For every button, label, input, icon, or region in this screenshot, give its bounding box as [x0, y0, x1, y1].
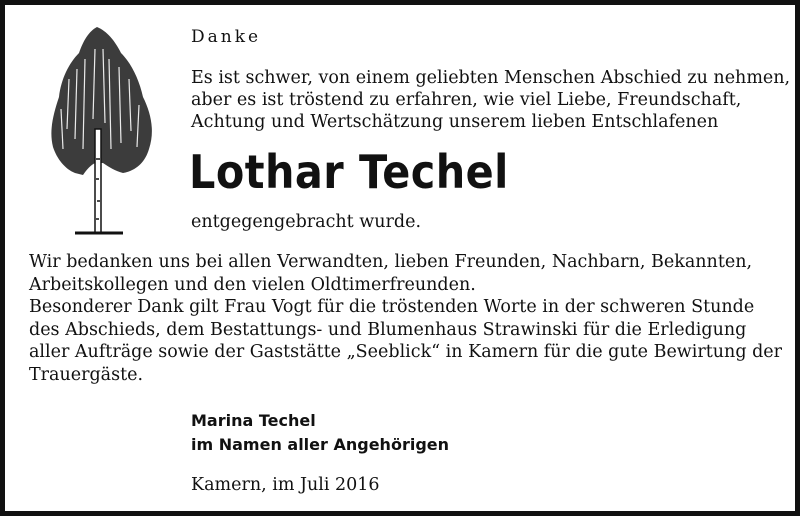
body-line: Arbeitskollegen und den vielen Oldtimerfreunden. [29, 274, 476, 295]
body-line: Besonderer Dank gilt Frau Vogt für die tröstenden Worte in der schweren Stunde [29, 297, 755, 317]
intro-line: aber es ist tröstend zu erfahren, wie viel Liebe, Freundschaft, [191, 90, 742, 110]
deceased-name: Lothar Techel [189, 145, 509, 199]
body-line: Trauergäste. [29, 364, 144, 385]
intro-closing: entgegengebracht wurde. [191, 212, 422, 232]
signature [191, 409, 449, 457]
heading: Danke [191, 27, 262, 47]
body-line: Wir bedanken uns bei allen Verwandten, lieben Freunden, Nachbarn, Bekannten, [29, 252, 753, 272]
intro-line: Achtung und Wertschätzung unserem lieben Entschlafenen [191, 112, 719, 132]
signature-name: Marina Techel [191, 411, 316, 430]
intro-text [191, 67, 791, 133]
intro-line: Es ist schwer, von einem geliebten Menschen Abschied zu nehmen, [191, 68, 791, 88]
thanks-text [29, 251, 789, 386]
body-line: aller Aufträge sowie der Gaststätte „Seeblick“ in Kamern für die gute Bewirtung der [29, 342, 783, 362]
birch-tree-icon [39, 19, 159, 239]
place-date: Kamern, im Juli 2016 [191, 475, 380, 495]
body-line: des Abschieds, dem Bestattungs- und Blumenhaus Strawinski für die Erledigung [29, 319, 747, 340]
signature-line: im Namen aller Angehörigen [191, 435, 450, 454]
